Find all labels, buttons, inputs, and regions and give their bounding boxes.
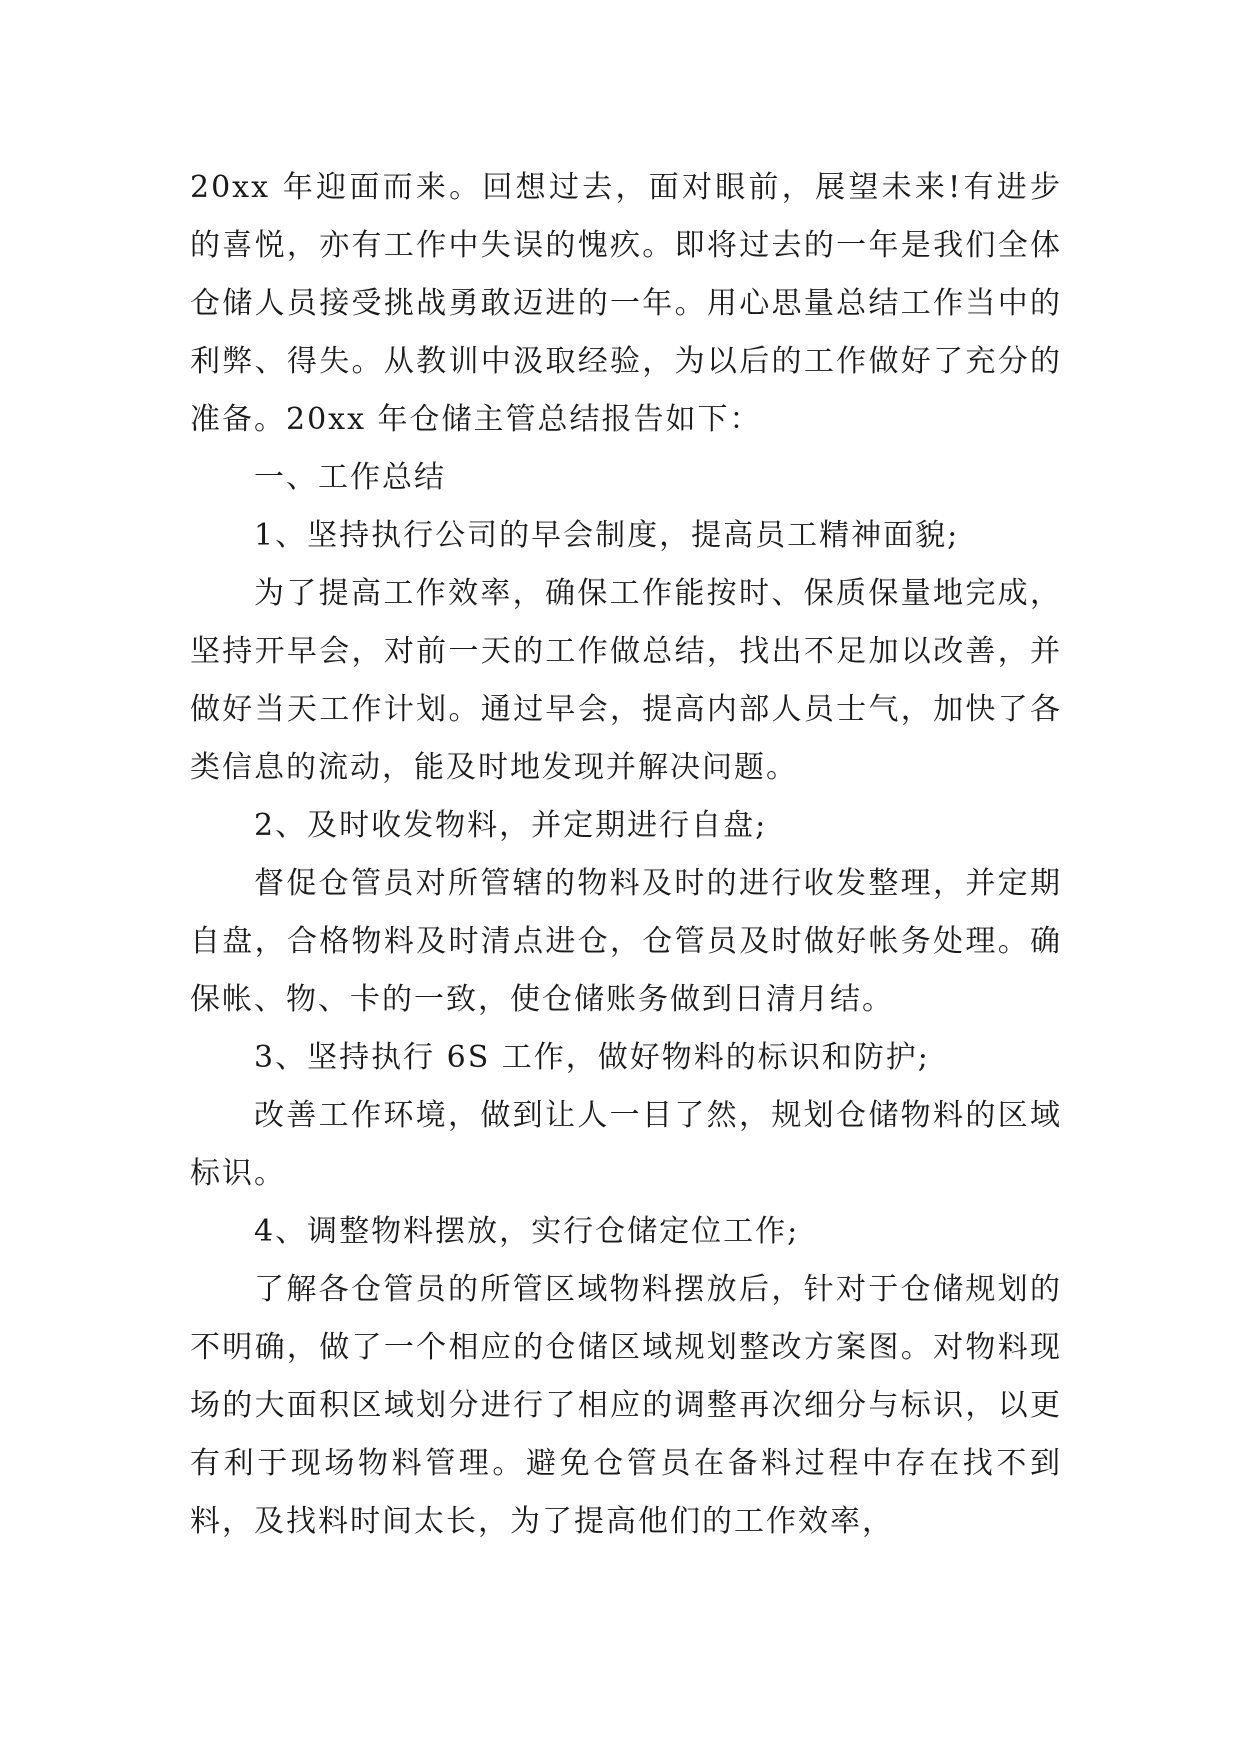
intro-paragraph: 20xx 年迎面而来。回想过去，面对眼前，展望未来!有进步的喜悦，亦有工作中失误的愧疚。即将过去的一年是我们全体仓储人员接受挑战勇敢迈进的一年。用心思量总结工作当中的利弊、得失。从教训中汲取经验，为以后的工作做好了充分的准备。20xx 年仓储主管总结报告如下： — [190, 170, 1062, 437]
item-heading-1: 1、坚持执行公司的早会制度，提高员工精神面貌; — [254, 518, 960, 553]
item-body-2: 督促仓管员对所管辖的物料及时的进行收发整理，并定期自盘，合格物料及时清点进仓，仓管员及时做好帐务处理。确保帐、物、卡的一致，使仓储账务做到日清月结。 — [190, 866, 1062, 1017]
item-body-3: 改善工作环境，做到让人一目了然，规划仓储物料的区域标识。 — [190, 1098, 1062, 1191]
section-heading-work-summary: 一、工作总结 — [254, 460, 446, 495]
item-body-4: 了解各仓管员的所管区域物料摆放后，针对于仓储规划的不明确，做了一个相应的仓储区域规划整改方案图。对物料现场的大面积区域划分进行了相应的调整再次细分与标识，以更有利于现场物料管理。避免仓管员在备料过程中存在找不到料，及找料时间太长，为了提高他们的工作效率， — [190, 1272, 1062, 1539]
document-body — [190, 159, 1062, 1551]
item-body-1: 为了提高工作效率，确保工作能按时、保质保量地完成，坚持开早会，对前一天的工作做总结，找出不足加以改善，并做好当天工作计划。通过早会，提高内部人员士气，加快了各类信息的流动，能及时地发现并解决问题。 — [190, 576, 1062, 785]
item-heading-4: 4、调整物料摆放，实行仓储定位工作; — [254, 1214, 800, 1249]
item-heading-2: 2、及时收发物料，并定期进行自盘; — [254, 808, 768, 843]
item-heading-3: 3、坚持执行 6S 工作，做好物料的标识和防护; — [254, 1040, 930, 1075]
